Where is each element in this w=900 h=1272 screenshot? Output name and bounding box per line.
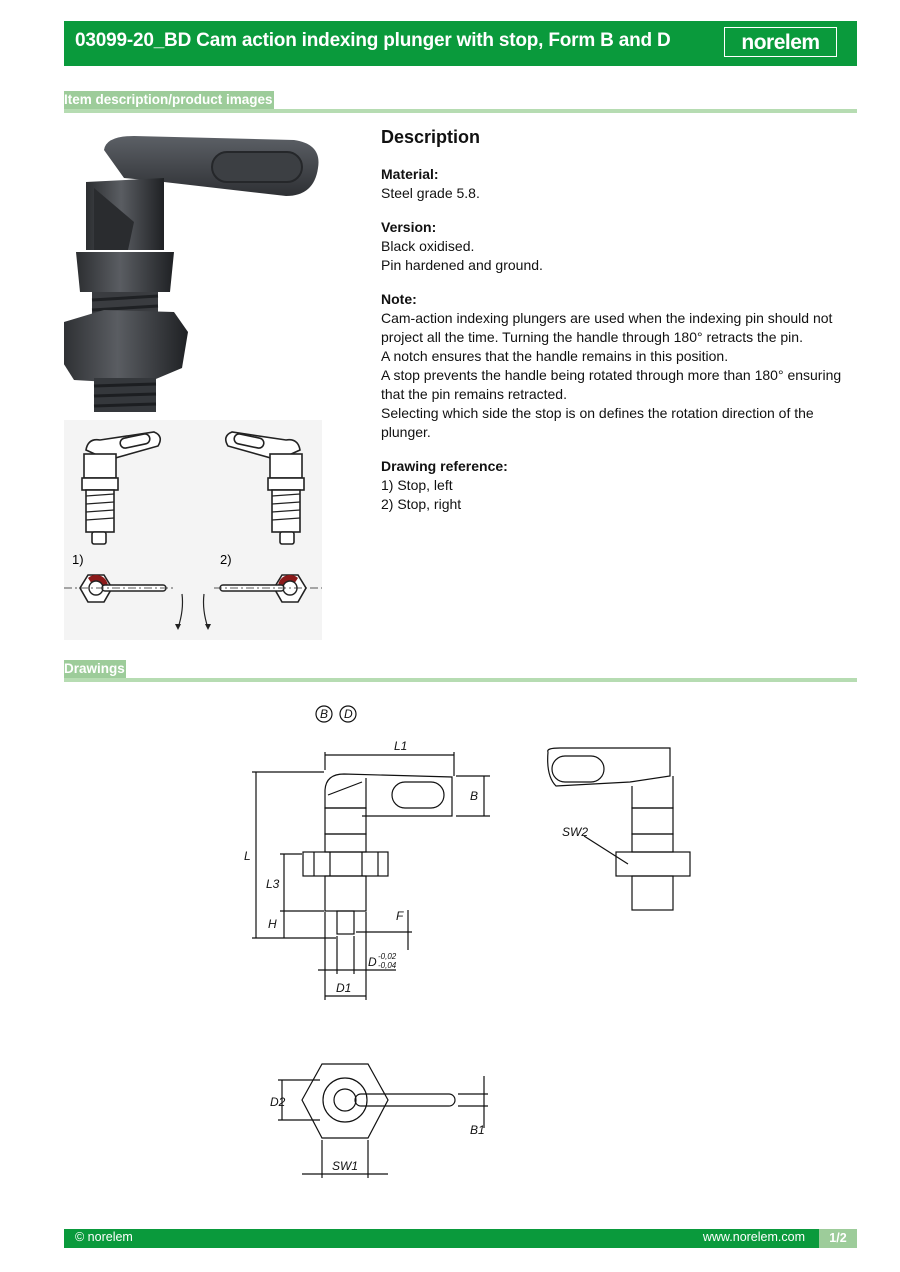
page-title: 03099-20_BD Cam action indexing plunger with stop, Form B and D [75,30,671,51]
page-number: 1/2 [819,1229,857,1248]
material-label: Material: [381,166,439,182]
dim-d2: D2 [270,1095,286,1109]
stop-variants-image [64,420,322,640]
dim-l: L [244,849,251,863]
dim-b: B [470,789,479,803]
logo-text: norelem [741,30,820,54]
dim-f: F [396,909,404,923]
dim-h: H [268,917,277,931]
dim-d: D [368,955,377,969]
section-label: Drawings [64,661,125,676]
page-footer [64,1229,857,1248]
note-line: A notch ensures that the handle remains in this position. [381,348,729,364]
page-header [64,21,857,66]
material-line: Steel grade 5.8. [381,185,480,201]
material-block [381,165,861,203]
dim-l3: L3 [266,877,280,891]
description-panel [381,128,861,529]
section-rule [64,678,857,682]
dim-b1: B1 [470,1123,485,1137]
dim-l1: L1 [394,739,408,753]
dim-sw1: SW1 [332,1159,359,1173]
version-label: Version: [381,219,437,235]
note-block [381,290,861,442]
variant-label-2: 2) [220,552,232,567]
product-photo [64,122,322,418]
drawing-reference-line: 2) Stop, right [381,496,462,512]
section-label: Item description/product images [64,92,273,107]
note-label: Note: [381,291,417,307]
section-drawings [64,660,857,682]
drawing-reference-block [381,457,861,514]
note-line: Selecting which side the stop is on defines the rotation direction of the plunger. [381,405,814,440]
norelem-logo [724,27,837,57]
version-line: Black oxidised. [381,238,475,254]
dim-sw2: SW2 [562,825,589,839]
version-block [381,218,861,275]
version-line: Pin hardened and ground. [381,257,543,273]
description-heading: Description [381,127,481,147]
dim-d-tol-lower: -0,04 [378,961,397,970]
copyright-text: © norelem [75,1230,133,1244]
note-line: Cam-action indexing plungers are used when the indexing pin should not project all the time. Turning the handle through 180° retracts the pin. [381,310,833,345]
dim-d-tol-upper: -0,02 [378,952,397,961]
drawing-reference-line: 1) Stop, left [381,477,453,493]
form-label-b: B [320,707,329,721]
section-item-description [64,91,857,113]
drawing-reference-label: Drawing reference: [381,458,508,474]
section-rule [64,109,857,113]
note-line: A stop prevents the handle being rotated through more than 180° ensuring that the pin remains retracted. [381,367,842,402]
technical-drawing [230,700,750,1200]
dim-d1: D1 [336,981,352,995]
website-link[interactable]: www.norelem.com [702,1230,805,1244]
variant-label-1: 1) [72,552,84,567]
form-label-d: D [344,707,353,721]
